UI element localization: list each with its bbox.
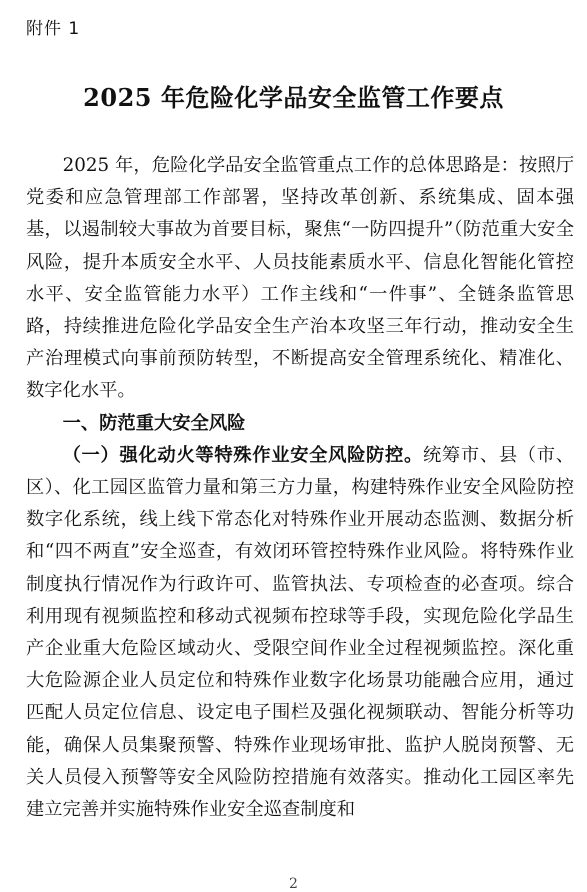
document-title: 2025 年危险化学品安全监管工作要点: [83, 83, 504, 112]
page-number: 2: [289, 876, 298, 892]
subsection-heading: （一）强化动火等特殊作业安全风险防控。: [62, 444, 423, 466]
subsection-text: 统筹市、县（市、区）、化工园区监管力量和第三方力量，构建特殊作业安全风险防控数字化系统，线上线下常态化对特殊作业开展动态监测、数据分析和“四不两直”安全巡查，有效闭环管控特殊作业风险。将特殊作业制度执行情况作为行政许可、监管执法、专项检查的必查项。综合利用现有视频监控和移动式视频布控球等手段，实现危险化学品生产企业重大危险区域动火、受限空间作业全过程视频监控。深化重大危险源企业人员定位和特殊作业数字化场景功能融合应用，通过匹配人员定位信息、设定电子围栏及强化视频联动、智能分析等功能，确保人员集聚预警、特殊作业现场审批、监护人脱岗预警、无关人员侵入预警等安全风险防控措施有效落实。推动化工园区率先建立完善并实施特殊作业安全巡查制度和: [26, 444, 575, 821]
document-body: [26, 150, 574, 826]
subsection-paragraph: [26, 440, 574, 826]
attachment-label: 附件 1: [26, 19, 81, 39]
section-heading: 一、防范重大安全风险: [62, 412, 246, 434]
intro-paragraph: 2025 年，危险化学品安全监管重点工作的总体思路是：按照厅党委和应急管理部工作部署，坚持改革创新、系统集成、固本强基，以遏制较大事故为首要目标，聚焦“一防四提升”（防范重大安全风险，提升本质安全水平、人员技能素质水平、信息化智能化管控水平、安全监管能力水平）工作主线和“一件事”、全链条监管思路，持续推进危险化学品安全生产治本攻坚三年行动，推动安全生产治理模式向事前预防转型，不断提高安全管理系统化、精准化、数字化水平。: [26, 155, 574, 402]
